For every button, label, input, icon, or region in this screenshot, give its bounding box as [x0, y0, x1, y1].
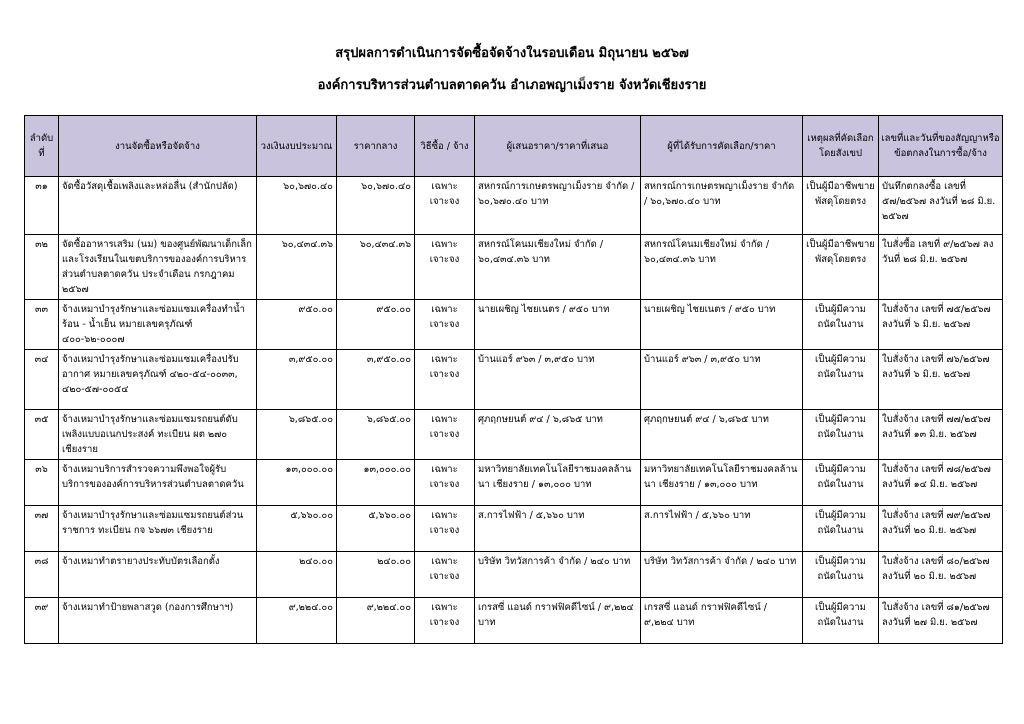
- table-row: [25, 598, 1003, 644]
- row-median-price: ๓,๙๕๐.๐๐: [337, 350, 415, 410]
- row-reason: เป็นผู้มีอาชีพขายพัสดุโดยตรง: [803, 177, 879, 235]
- header-median-price: ราคากลาง: [337, 116, 415, 177]
- row-bidder: บ้านแอร์ ๙๖๓ / ๓,๙๕๐ บาท: [475, 350, 641, 410]
- row-method: เฉพาะเจาะจง: [415, 598, 475, 644]
- row-method: เฉพาะเจาะจง: [415, 300, 475, 350]
- row-budget: ๓,๙๕๐.๐๐: [257, 350, 337, 410]
- header-selected: ผู้ที่ได้รับการคัดเลือก/ราคา: [641, 116, 803, 177]
- header-method: วิธีซื้อ / จ้าง: [415, 116, 475, 177]
- row-bidder: ส.การไฟฟ้า / ๕,๖๖๐ บาท: [475, 506, 641, 552]
- row-budget: ๑๓,๐๐๐.๐๐: [257, 460, 337, 506]
- row-bidder: บริษัท วิทวัสการค้า จำกัด / ๒๔๐ บาท: [475, 552, 641, 598]
- row-median-price: ๙๕๐.๐๐: [337, 300, 415, 350]
- row-no: ๓๖: [25, 460, 59, 506]
- row-selected: บริษัท วิทวัสการค้า จำกัด / ๒๔๐ บาท: [641, 552, 803, 598]
- row-contract: ใบสั่งจ้าง เลขที่ ๗๕/๒๕๖๗ ลงวันที่ ๖ มิ.ย. ๒๕๖๗: [879, 300, 1003, 350]
- row-no: ๓๙: [25, 598, 59, 644]
- header-row: [25, 116, 1003, 177]
- row-contract: ใบสั่งซื้อ เลขที่ ๙/๒๕๖๗ ลงวันที่ ๒๘ มิ.ย. ๒๕๖๗: [879, 235, 1003, 300]
- row-bidder: มหาวิทยาลัยเทคโนโลยีราชมงคลล้านนา เชียงราย / ๑๓,๐๐๐ บาท: [475, 460, 641, 506]
- row-budget: ๕,๖๖๐.๐๐: [257, 506, 337, 552]
- table-row: [25, 552, 1003, 598]
- table-row: [25, 460, 1003, 506]
- row-item: จ้างเหมาทำป้ายพลาสวูด (กองการศึกษาฯ): [59, 598, 257, 644]
- header-contract: เลขที่และวันที่ของสัญญาหรือข้อตกลงในการซื้อ/จ้าง: [879, 116, 1003, 177]
- header-reason: เหตุผลที่คัดเลือกโดยสังเขป: [803, 116, 879, 177]
- organization-subtitle: องค์การบริหารส่วนตำบลตาดควัน อำเภอพญาเม็งราย จังหวัดเชียงราย: [317, 78, 707, 93]
- row-reason: เป็นผู้มีความถนัดในงาน: [803, 410, 879, 460]
- row-method: เฉพาะเจาะจง: [415, 235, 475, 300]
- row-method: เฉพาะเจาะจง: [415, 350, 475, 410]
- row-reason: เป็นผู้มีความถนัดในงาน: [803, 350, 879, 410]
- row-median-price: ๑๓,๐๐๐.๐๐: [337, 460, 415, 506]
- row-median-price: ๖,๘๖๕.๐๐: [337, 410, 415, 460]
- row-item: จ้างเหมาบำรุงรักษาและซ่อมแซมรถยนต์ดับเพลิงแบบอเนกประสงค์ ทะเบียน ผต ๒๗๐ เชียงราย: [59, 410, 257, 460]
- row-reason: เป็นผู้มีความถนัดในงาน: [803, 552, 879, 598]
- row-selected: สหกรณ์การเกษตรพญาเม็งราย จำกัด / ๖๐,๖๗๐.๔๐ บาท: [641, 177, 803, 235]
- row-selected: เกรสซี่ แอนด์ กราฟฟิคดีไซน์ / ๙,๒๒๔ บาท: [641, 598, 803, 644]
- row-method: เฉพาะเจาะจง: [415, 460, 475, 506]
- row-contract: ใบสั่งจ้าง เลขที่ ๗๘/๒๕๖๗ ลงวันที่ ๑๔ มิ.ย. ๒๕๖๗: [879, 460, 1003, 506]
- row-no: ๓๑: [25, 177, 59, 235]
- row-bidder: เกรสซี่ แอนด์ กราฟฟิคดีไซน์ / ๙,๒๒๔ บาท: [475, 598, 641, 644]
- row-median-price: ๖๐,๔๓๔.๓๖: [337, 235, 415, 300]
- row-method: เฉพาะเจาะจง: [415, 410, 475, 460]
- row-median-price: ๒๔๐.๐๐: [337, 552, 415, 598]
- row-reason: เป็นผู้มีความถนัดในงาน: [803, 460, 879, 506]
- row-median-price: ๕,๖๖๐.๐๐: [337, 506, 415, 552]
- row-no: ๓๓: [25, 300, 59, 350]
- table-row: [25, 410, 1003, 460]
- table-row: [25, 350, 1003, 410]
- row-selected: นายเผชิญ ไชยเนตร / ๙๕๐ บาท: [641, 300, 803, 350]
- row-bidder: สหกรณ์โคนมเชียงใหม่ จำกัด / ๖๐,๔๓๔.๓๖ บาท: [475, 235, 641, 300]
- row-method: เฉพาะเจาะจง: [415, 506, 475, 552]
- row-median-price: ๖๐,๖๗๐.๔๐: [337, 177, 415, 235]
- row-contract: ใบสั่งจ้าง เลขที่ ๘๐/๒๕๖๗ ลงวันที่ ๒๐ มิ.ย. ๒๕๖๗: [879, 552, 1003, 598]
- table-row: [25, 177, 1003, 235]
- row-selected: ส.การไฟฟ้า / ๕,๖๖๐ บาท: [641, 506, 803, 552]
- row-no: ๓๕: [25, 410, 59, 460]
- row-reason: เป็นผู้มีความถนัดในงาน: [803, 300, 879, 350]
- row-item: จ้างเหมาบำรุงรักษาและซ่อมแซมรถยนต์ส่วนราชการ ทะเบียน กจ ๖๖๗๓ เชียงราย: [59, 506, 257, 552]
- row-budget: ๙๕๐.๐๐: [257, 300, 337, 350]
- header-no: ลำดับที่: [25, 116, 59, 177]
- row-item: จ้างเหมาบำรุงรักษาและซ่อมแซมเครื่องปรับอากาศ หมายเลขครุภัณฑ์ ๔๒๐-๕๔-๐๐๓๓, ๔๒๐-๕๗-๐๐๕๔: [59, 350, 257, 410]
- header-item: งานจัดซื้อหรือจัดจ้าง: [59, 116, 257, 177]
- row-no: ๓๒: [25, 235, 59, 300]
- header-budget: วงเงินงบประมาณ: [257, 116, 337, 177]
- row-budget: ๖๐,๖๗๐.๔๐: [257, 177, 337, 235]
- row-no: ๓๘: [25, 552, 59, 598]
- row-item: จัดซื้อวัสดุเชื้อเพลิงและหล่อลื่น (สำนักปลัด): [59, 177, 257, 235]
- row-item: จ้างเหมาบำรุงรักษาและซ่อมแซมเครื่องทำน้ำร้อน - น้ำเย็น หมายเลขครุภัณฑ์ ๔๐๐-๖๒-๐๐๐๗: [59, 300, 257, 350]
- row-selected: บ้านแอร์ ๙๖๓ / ๓,๙๕๐ บาท: [641, 350, 803, 410]
- row-reason: เป็นผู้มีความถนัดในงาน: [803, 506, 879, 552]
- table-row: [25, 506, 1003, 552]
- report-title: สรุปผลการดำเนินการจัดซื้อจัดจ้างในรอบเดือน มิถุนายน ๒๕๖๗: [335, 46, 689, 61]
- row-bidder: นายเผชิญ ไชยเนตร / ๙๕๐ บาท: [475, 300, 641, 350]
- row-budget: ๙,๒๒๔.๐๐: [257, 598, 337, 644]
- row-item: จัดซื้ออาหารเสริม (นม) ของศูนย์พัฒนาเด็กเล็กและโรงเรียนในเขตบริการขององค์การบริหารส่วนตำบลตาดควัน ประจำเดือน กรกฎาคม ๒๕๖๗: [59, 235, 257, 300]
- row-budget: ๖,๘๖๕.๐๐: [257, 410, 337, 460]
- row-reason: เป็นผู้มีความถนัดในงาน: [803, 598, 879, 644]
- row-method: เฉพาะเจาะจง: [415, 177, 475, 235]
- row-no: ๓๔: [25, 350, 59, 410]
- row-item: จ้างเหมาบริการสำรวจความพึงพอใจผู้รับบริการขององค์การบริหารส่วนตำบลตาดควัน: [59, 460, 257, 506]
- row-budget: ๒๔๐.๐๐: [257, 552, 337, 598]
- row-bidder: สหกรณ์การเกษตรพญาเม็งราย จำกัด / ๖๐,๖๗๐.๔๐ บาท: [475, 177, 641, 235]
- row-selected: มหาวิทยาลัยเทคโนโลยีราชมงคลล้านนา เชียงราย / ๑๓,๐๐๐ บาท: [641, 460, 803, 506]
- table-row: [25, 300, 1003, 350]
- row-contract: ใบสั่งจ้าง เลขที่ ๗๗/๒๕๖๗ ลงวันที่ ๑๓ มิ.ย. ๒๕๖๗: [879, 410, 1003, 460]
- procurement-table: [24, 115, 1003, 644]
- row-item: จ้างเหมาทำตรายางประทับบัตรเลือกตั้ง: [59, 552, 257, 598]
- row-contract: ใบสั่งจ้าง เลขที่ ๗๖/๒๕๖๗ ลงวันที่ ๖ มิ.ย. ๒๕๖๗: [879, 350, 1003, 410]
- row-selected: สหกรณ์โคนมเชียงใหม่ จำกัด / ๖๐,๔๓๔.๓๖ บาท: [641, 235, 803, 300]
- row-median-price: ๙,๒๒๔.๐๐: [337, 598, 415, 644]
- row-selected: ศุภฤกษยนต์ ๙๔ / ๖,๘๖๕ บาท: [641, 410, 803, 460]
- row-no: ๓๗: [25, 506, 59, 552]
- row-bidder: ศุภฤกษยนต์ ๙๔ / ๖,๘๖๕ บาท: [475, 410, 641, 460]
- row-contract: บันทึกตกลงซื้อ เลขที่ ๕๗/๒๕๖๗ ลงวันที่ ๒๘ มิ.ย. ๒๕๖๗: [879, 177, 1003, 235]
- header-bidder: ผู้เสนอราคา/ราคาที่เสนอ: [475, 116, 641, 177]
- row-method: เฉพาะเจาะจง: [415, 552, 475, 598]
- row-reason: เป็นผู้มีอาชีพขายพัสดุโดยตรง: [803, 235, 879, 300]
- row-contract: ใบสั่งจ้าง เลขที่ ๗๙/๒๕๖๗ ลงวันที่ ๒๐ มิ.ย. ๒๕๖๗: [879, 506, 1003, 552]
- row-budget: ๖๐,๔๓๔.๓๖: [257, 235, 337, 300]
- table-row: [25, 235, 1003, 300]
- row-contract: ใบสั่งจ้าง เลขที่ ๘๑/๒๕๖๗ ลงวันที่ ๒๗ มิ.ย. ๒๕๖๗: [879, 598, 1003, 644]
